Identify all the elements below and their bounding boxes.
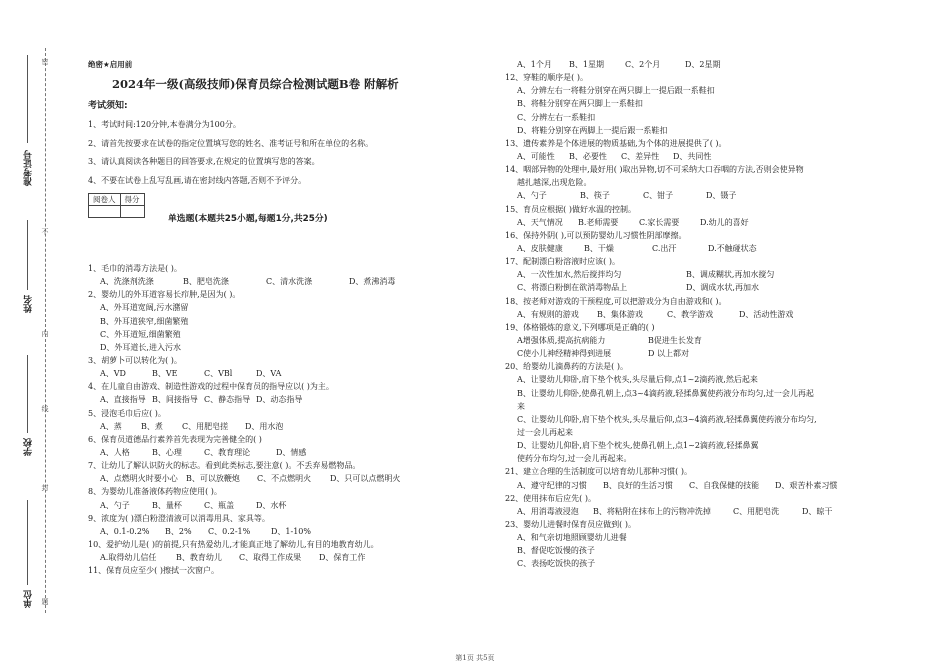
answer-option: B、2%	[165, 526, 192, 536]
question-stem: 3、胡萝卜可以转化为( )。	[88, 355, 182, 365]
answer-option: D、晾干	[802, 506, 833, 516]
question-line: C、表扬吃饭快的孩子	[517, 559, 596, 569]
answer-option: D、保育工作	[319, 553, 366, 563]
binding-margin	[0, 0, 62, 671]
option-row	[505, 268, 861, 281]
answer-option: A、勺子	[100, 500, 130, 510]
question-stem: 10、爱护幼儿是( )的前提,只有热爱幼儿,才能真正地了解幼儿,有目的地教育幼儿。	[88, 539, 379, 549]
question-line: B、让婴幼儿仰卧,使鼻孔朝上,点3~4滴药液,轻揉鼻翼使药液分布均匀,过一会儿再起	[517, 388, 814, 398]
answer-option: B、煮	[141, 421, 163, 431]
option-row	[505, 334, 861, 347]
answer-option: B、心理	[152, 447, 182, 457]
question-stem: 7、让幼儿了解认识防火的标志。看到此类标志,要注意( )。不丢弃易燃物品。	[88, 461, 361, 471]
option-row	[505, 58, 861, 71]
answer-option: D、只可以点燃明火	[330, 474, 401, 484]
answer-option: D.不触碰状态	[708, 243, 757, 253]
confidential-mark: 绝密★启用前	[88, 60, 133, 69]
answer-option: C、瓶盖	[204, 500, 235, 510]
score-header: 得分	[120, 194, 144, 206]
question-stem: 1、毛巾的消毒方法是( )。	[88, 264, 182, 273]
answer-option: C、VBl	[204, 369, 233, 379]
question-line: A、让婴幼儿仰卧,肩下垫个枕头,头尽量后仰,点1~2滴药液,然后起来	[517, 375, 758, 385]
grader-header: 阅卷人	[89, 194, 121, 206]
answer-option: D、1-10%	[271, 526, 311, 536]
answer-option: B、集体游戏	[597, 309, 643, 319]
answer-option: B、调成糊状,再加水搅匀	[686, 270, 775, 280]
answer-option: A、天气情况	[517, 217, 563, 227]
notice-list	[88, 116, 373, 190]
question-stem: 17、配制漂白粉溶液时应该( )。	[505, 257, 620, 267]
answer-option: C、不点燃明火	[257, 474, 312, 484]
option-row	[505, 216, 861, 229]
option-row	[505, 505, 861, 518]
option-row	[505, 347, 861, 360]
answer-option: B、干燥	[584, 243, 614, 253]
answer-option: D、活动性游戏	[739, 309, 794, 319]
answer-option: A、洗涤剂洗涤	[100, 277, 154, 287]
option-row	[88, 420, 432, 433]
answer-option: D、2星期	[685, 60, 721, 69]
unit-label: 单位	[24, 590, 34, 608]
answer-option: A、用消毒液浸泡	[517, 506, 579, 516]
answer-option: D.幼儿的喜好	[700, 217, 749, 227]
question-stem: 2、婴幼儿的外耳道容易长疖肿,是因为( )。	[88, 290, 241, 300]
answer-option: A、VD	[100, 369, 126, 379]
question-stem: 5、浸泡毛巾后应( )。	[88, 408, 166, 418]
answer-option: B、1星期	[569, 60, 604, 69]
option-row	[88, 367, 432, 380]
question-line: C、外耳道短,细菌繁殖	[100, 329, 181, 339]
cut-mark: 线	[41, 405, 49, 412]
question-line: 来	[517, 401, 525, 411]
score-table	[88, 193, 145, 218]
answer-option: C、钳子	[643, 191, 674, 201]
notice-item: 3、请认真阅读各种题目的回答要求,在规定的位置填写您的答案。	[88, 157, 320, 166]
question-stem: 11、保育员应至少( )擦拭一次窗户。	[88, 566, 219, 576]
option-row	[88, 551, 432, 564]
cut-mark: 不	[41, 228, 49, 235]
right-question-column	[505, 58, 861, 570]
answer-option: A.取得幼儿信任	[100, 553, 157, 563]
notice-item: 2、请首先按要求在试卷的指定位置填写您的姓名、准考证号和所在单位的名称。	[88, 138, 374, 148]
option-row	[505, 150, 861, 163]
question-stem: 20、给婴幼儿滴鼻药的方法是( )。	[505, 362, 628, 372]
question-stem: 19、体格锻炼的意义,下列哪项是正确的( )	[505, 322, 655, 332]
answer-option: C、取得工作成果	[239, 553, 302, 563]
school-label: 学校	[24, 438, 34, 456]
answer-option: C、自我保健的技能	[689, 480, 760, 490]
answer-option: A、勺子	[517, 191, 547, 201]
answer-option: B、必要性	[569, 151, 607, 161]
answer-option: B、肥皂洗涤	[183, 277, 229, 287]
left-question-column	[88, 262, 432, 577]
answer-option: D、煮沸消毒	[349, 277, 396, 287]
option-row	[88, 446, 432, 459]
answer-option: C、差异性	[621, 151, 660, 161]
answer-option: D 以上都对	[648, 349, 689, 359]
answer-option: C.家长需要	[639, 217, 680, 227]
answer-option: A、直接指导	[100, 395, 146, 405]
answer-option: B、间接指导	[152, 395, 198, 405]
question-stem: 8、为婴幼儿准备液体药物应使用( )。	[88, 487, 222, 497]
option-row	[505, 479, 861, 492]
question-line: D、将鞋分别穿在两脚上一提后跟一系鞋扣	[517, 125, 668, 135]
question-line: C、分辨左右一系鞋扣	[517, 112, 596, 122]
question-stem: 23、婴幼儿进餐时保育员应做到( )。	[505, 519, 636, 529]
answer-option: B、可以放鞭炮	[186, 474, 240, 484]
exam-title: 2024年一级(高级技师)保育员综合检测试题B卷 附解析	[112, 77, 399, 91]
answer-option: D、用水泡	[245, 421, 284, 431]
question-stem: 15、育员应根据( )做好水温的控制。	[505, 204, 636, 214]
page-footer: 第1页 共5页	[455, 654, 495, 662]
question-stem: 12、穿鞋的顺序是( )。	[505, 73, 588, 83]
answer-option: B促进生长发育	[648, 335, 702, 345]
question-line: D、让婴幼儿仰卧,肩下垫个枕头,使鼻孔朝上,点1~2滴药液,轻揉鼻翼	[517, 441, 759, 451]
question-line: B、督促吃饭慢的孩子	[517, 546, 595, 556]
question-stem: 14、咽部异物的处理中,最好用( )取出异物,切不可采纳大口吞咽的方法,否则会使异物	[505, 165, 804, 175]
question-stem: 16、保持外阴( ),可以预防婴幼儿习惯性阴部摩擦。	[505, 230, 687, 240]
exam-number-line	[27, 55, 28, 143]
cut-mark: 密	[41, 58, 49, 65]
answer-option: A、点燃明火时要小心	[100, 474, 178, 484]
answer-option: C、将漂白粉倒在欲消毒物品上	[517, 283, 628, 293]
answer-option: B、VE	[152, 369, 178, 379]
option-row	[505, 281, 861, 294]
name-label: 姓名	[24, 295, 34, 313]
notice-heading: 考试须知:	[88, 101, 128, 111]
answer-option: A、蒸	[100, 421, 122, 431]
answer-option: A、人格	[100, 447, 130, 457]
question-line: A、和气亲切地照顾婴幼儿进餐	[517, 533, 627, 543]
answer-option: B、教育幼儿	[176, 553, 222, 563]
answer-option: C使小儿神经精神得到进展	[517, 349, 612, 359]
notice-item: 4、不要在试卷上乱写乱画,请在密封线内答题,否则不予评分。	[88, 175, 307, 185]
answer-option: A增强体质,提高抗病能力	[517, 335, 606, 345]
answer-option: D、艰苦朴素习惯	[775, 480, 838, 490]
question-stem: 9、浓度为( )漂白粉澄清液可以消毒用具、家具等。	[88, 513, 270, 523]
option-row	[505, 242, 861, 255]
answer-option: C、用肥皂搓	[182, 421, 229, 431]
answer-option: A、皮肤健康	[517, 243, 563, 253]
exam-number-label: 准考证号	[24, 150, 34, 186]
answer-option: C、0.2-1%	[208, 526, 251, 536]
answer-option: C、清水洗涤	[266, 277, 313, 287]
answer-option: A、有规则的游戏	[517, 309, 579, 319]
question-line: 越扎越深,出现危险。	[517, 178, 592, 188]
cut-mark: 内	[41, 330, 49, 337]
answer-option: B.老师需要	[578, 217, 619, 227]
answer-option: D、镊子	[706, 191, 737, 201]
option-row	[88, 525, 432, 538]
name-line	[27, 220, 28, 290]
question-stem: 6、保育员道德品行素养首先表现为完善健全的( )	[88, 434, 262, 444]
option-row	[88, 275, 432, 288]
answer-option: D、情感	[276, 447, 307, 457]
question-line: C、让婴幼儿仰卧,肩下垫个枕头,头尽量后仰,点3~4滴药液,轻揉鼻翼使药液分布均匀,	[517, 414, 817, 424]
question-line: 过一会儿再起来	[517, 427, 573, 437]
grader-cell	[89, 206, 121, 218]
answer-option: A、一次性加水,然后搅拌均匀	[517, 270, 622, 280]
question-line: B、将鞋分别穿在两只脚上一系鞋扣	[517, 99, 643, 109]
option-row	[88, 393, 432, 406]
answer-option: C、用肥皂洗	[733, 506, 780, 516]
answer-option: B、量杯	[152, 500, 182, 510]
question-line: 使药分布均匀,过一会儿再起来。	[517, 454, 632, 464]
unit-line	[27, 500, 28, 585]
answer-option: D、水杯	[256, 500, 287, 510]
question-stem: 4、在儿童自由游戏、制造性游戏的过程中保育员的指导应以( )为主。	[88, 382, 334, 392]
question-line: A、外耳道宽阔,污水潴留	[100, 303, 189, 313]
answer-option: D、动态指导	[256, 395, 303, 405]
answer-option: B、良好的生活习惯	[603, 480, 673, 490]
answer-option: C.出汗	[652, 243, 677, 253]
answer-option: D、VA	[256, 369, 282, 379]
answer-option: C、教学游戏	[667, 309, 714, 319]
answer-option: C、静态指导	[204, 395, 251, 405]
answer-option: D、共同性	[673, 151, 712, 161]
answer-option: B、将粘附在抹布上的污物冲洗掉	[593, 506, 711, 516]
answer-option: A、0.1-0.2%	[100, 526, 150, 536]
question-stem: 13、遗传素养是个体进展的物质基础,为个体的进展提供了( )。	[505, 138, 727, 148]
question-stem: 18、按老师对游戏的干预程度,可以把游戏分为自由游戏和( )。	[505, 296, 727, 306]
option-row	[505, 308, 861, 321]
answer-option: B、筷子	[580, 191, 610, 201]
cut-mark: 封	[41, 484, 49, 491]
answer-option: D、调成水状,再加水	[686, 283, 759, 293]
question-stem: 21、建立合理的生活制度可以培育幼儿那种习惯( )。	[505, 467, 692, 477]
option-row	[88, 472, 432, 485]
score-cell	[120, 206, 144, 218]
question-line: D、外耳道长,进入污水	[100, 342, 181, 352]
notice-item: 1、考试时间:120分钟,本卷满分为100分。	[88, 120, 241, 129]
question-line: B、外耳道狭窄,细菌繁殖	[100, 316, 189, 326]
answer-option: A、可能性	[517, 151, 555, 161]
answer-option: A、遵守纪律的习惯	[517, 480, 587, 490]
option-row	[505, 189, 861, 202]
section-title: 单选题(本题共25小题,每题1分,共25分)	[168, 214, 328, 224]
answer-option: C、教育理论	[204, 447, 251, 457]
question-line: A、分辨左右一将鞋分别穿在两只脚上一提后跟一系鞋扣	[517, 86, 715, 96]
option-row	[88, 499, 432, 512]
school-line	[27, 355, 28, 433]
answer-option: C、2个月	[625, 60, 661, 69]
answer-option: A、1个月	[517, 60, 552, 69]
question-stem: 22、使用抹布后应先( )。	[505, 493, 596, 503]
cut-mark: 题	[41, 598, 49, 605]
